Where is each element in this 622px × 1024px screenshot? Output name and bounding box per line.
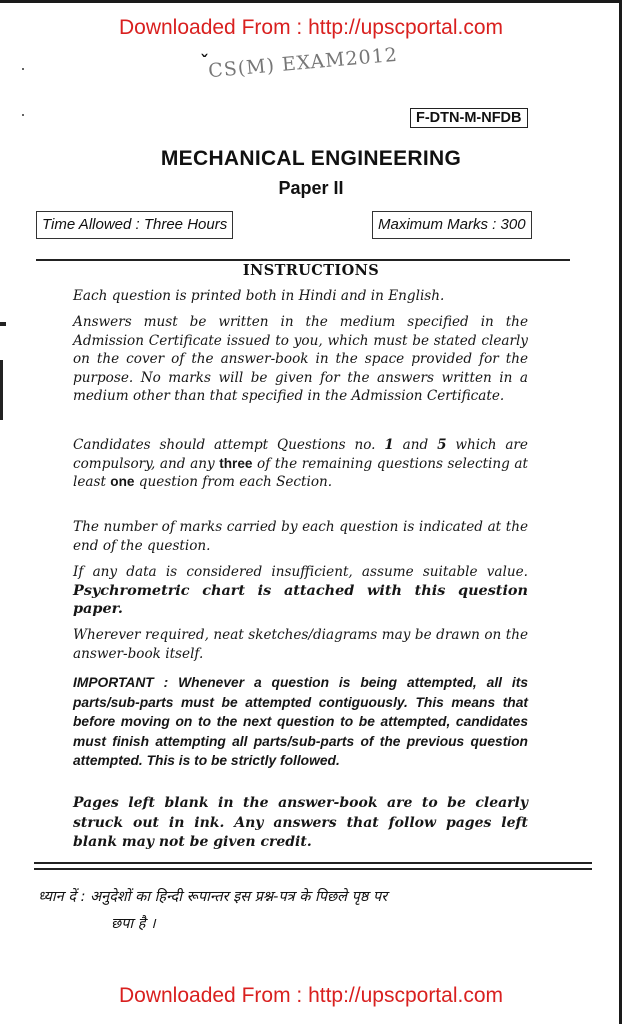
instruction-text: which are compulsory, and any (73, 437, 528, 472)
watermark-top: Downloaded From : http://upscportal.com (118, 16, 503, 39)
emphasis-three: three (219, 455, 253, 471)
time-allowed-box: Time Allowed : Three Hours (36, 211, 233, 239)
instruction-text: of the remaining questions selecting at least (73, 455, 528, 491)
instruction-item (73, 436, 528, 492)
hindi-note (38, 884, 578, 938)
instruction-text: question from each Section. (134, 474, 333, 491)
emphasis-one: one (110, 474, 135, 490)
paper-code-box: F-DTN-M-NFDB (410, 108, 528, 128)
stamp-mark: ˇ (200, 52, 209, 73)
blank-pages-notice: Pages left blank in the answer-book are to be clearly struck out in ink. Any answers that follow pages left blank may not be given credit. (73, 795, 528, 850)
scan-speck (22, 68, 24, 70)
subject-title: MECHANICAL ENGINEERING (160, 147, 462, 170)
maximum-marks-box: Maximum Marks : 300 (372, 211, 532, 239)
footer-divider-1 (34, 862, 592, 864)
instruction-item: The number of marks carried by each question is indicated at the end of the question. (73, 519, 528, 554)
question-number-bold: 5 (437, 437, 447, 453)
instruction-item (73, 563, 528, 619)
hindi-note-line-1: ध्यान दें : अनुदेशों का हिन्दी रूपान्तर इस प्रश्न-पत्र के पिछले पृष्ठ पर (38, 889, 388, 905)
instruction-text: and (393, 437, 438, 453)
header-divider (36, 259, 570, 261)
psychrometric-chart-note: Psychrometric chart is attached with this question paper. (73, 581, 528, 618)
scan-edge-mark (0, 360, 3, 420)
hindi-note-line-2: छपा है । (111, 916, 156, 932)
instruction-text: If any data is considered insufficient, assume suitable value. (73, 564, 528, 580)
exam-stamp: CS(M) EXAM2012 (207, 43, 399, 83)
scan-speck (22, 114, 24, 116)
instruction-item: Wherever required, neat sketches/diagrams may be drawn on the answer-book itself. (73, 627, 528, 662)
scan-edge-mark (0, 322, 6, 326)
instruction-item: Each question is printed both in Hindi and in English. (73, 288, 445, 304)
instructions-heading: INSTRUCTIONS (242, 262, 380, 279)
instruction-text: Candidates should attempt Questions no. (73, 437, 385, 453)
important-notice: IMPORTANT : Whenever a question is being attempted, all its parts/sub-parts must be attempted contiguously. This means that before moving on to the next question to be attempted, candidates must finish attempting all parts/sub-parts of the previous question attempted. This is to be strictly followed. (73, 675, 528, 768)
instruction-item: Answers must be written in the medium specified in the Admission Certificate issued to you, which must be stated clearly on the cover of the answer-book in the space provided for the purpose. No marks will be given for the answers written in a medium other than that specified in the Admission Certificate. (73, 314, 528, 405)
question-number-bold: 1 (384, 437, 394, 453)
footer-divider-2 (34, 868, 592, 870)
paper-number: Paper II (278, 178, 344, 198)
scan-top-border (0, 0, 622, 3)
watermark-bottom: Downloaded From : http://upscportal.com (118, 984, 503, 1007)
